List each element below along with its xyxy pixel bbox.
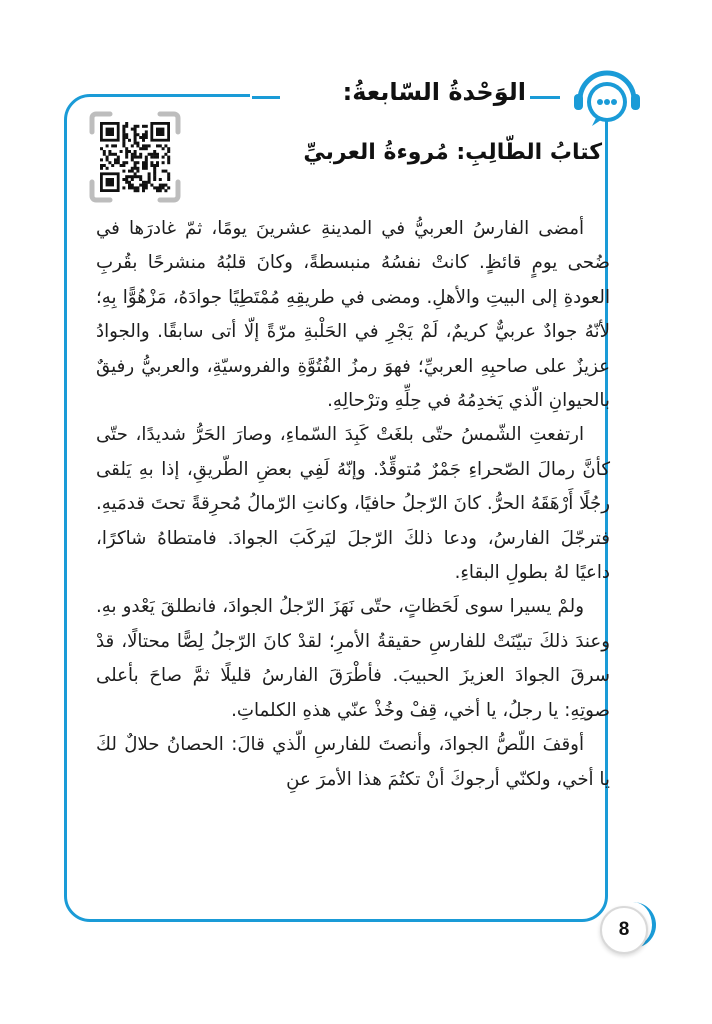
header-rule-left bbox=[252, 96, 280, 99]
paragraph: ارتفعتِ الشّمسُ حتّى بلغَتْ كَبِدَ السّماءِ، وصارَ الحَرُّ شديدًا، حتّى كأنَّ رمالَ الصّحراءِ جَمْرٌ مُتوقِّدٌ. وإنّهُ لَفِي بعضِ الطّريقِ، إذا بهِ يَلقى رجُلًا أَرْهَقَهُ الحرُّ. كانَ الرّجلُ حافيًا، وكانتِ الرّمالُ مُحرِقةً تحتَ قدمَيهِ. فترجّلَ الفارسُ، ودعا ذلكَ الرّجلَ ليَركَبَ الجوادَ. فامتطاهُ شاكرًا، داعيًا لهُ بطولِ البقاءِ. bbox=[96, 424, 610, 584]
paragraph: ولمْ يسيرا سوى لَحَظاتٍ، حتّى نَهَزَ الرّجلُ الجوادَ، فانطلقَ يَعْدو بهِ. وعندَ ذلكَ تبيّنَتْ للفارسِ حقيقةُ الأمرِ؛ لقدْ كانَ الرّجلُ لِصًّا محتالًا، قدْ سرقَ الجوادَ العزيزَ الحبيبَ. فأطْرَقَ الفارسُ قليلًا ثمَّ صاحَ بأعلى صوتِهِ: يا رجلُ، يا أخي، قِفْ وخُذْ عنّي هذهِ الكلماتِ. bbox=[96, 596, 610, 721]
paragraph: أمضى الفارسُ العربيُّ في المدينةِ عشرينَ يومًا، ثمّ غادرَها في ضُحى يومٍ قائظٍ. كانتْ نفسُهُ منبسطةً، وكانَ قلبُهُ منشرحًا بقُربِ العودةِ إلى البيتِ والأهلِ. ومضى في طريقِهِ مُمْتَطِيًا جوادَهُ، مَزْهُوًّا بِهِ؛ لأنّهُ جوادٌ عربيٌّ كريمٌ، لَمْ يَجْرِ في الحَلْبةِ مرّةً إلّا أتى سابقًا. والجوادُ عزيزٌ على صاحبِهِ العربيِّ؛ فهوَ رمزُ الفُتُوَّةِ والفروسيّةِ، والعربيُّ رفيقٌ بالحيوانِ الّذي يَخدِمُهُ في حِلِّهِ وترْحالِهِ. bbox=[96, 218, 610, 412]
header-rule-right bbox=[530, 96, 560, 99]
paragraph: أوقفَ اللّصُّ الجوادَ، وأنصتَ للفارسِ الّذي قالَ: الحصانُ حلالٌ لكَ يا أخي، ولكنّي أرجوكَ أنْ تكتُمَ هذا الأمرَ عنِ bbox=[96, 734, 610, 790]
chat-bubble-headset-icon bbox=[570, 64, 644, 138]
unit-title: الوَحْدةُ السّابعةُ: bbox=[342, 78, 526, 106]
lesson-title: كتابُ الطّالِبِ: مُروءةُ العربيِّ bbox=[303, 140, 602, 165]
qr-code-icon[interactable] bbox=[88, 110, 182, 204]
page-number: 8 bbox=[600, 906, 648, 954]
story-text bbox=[96, 212, 610, 912]
